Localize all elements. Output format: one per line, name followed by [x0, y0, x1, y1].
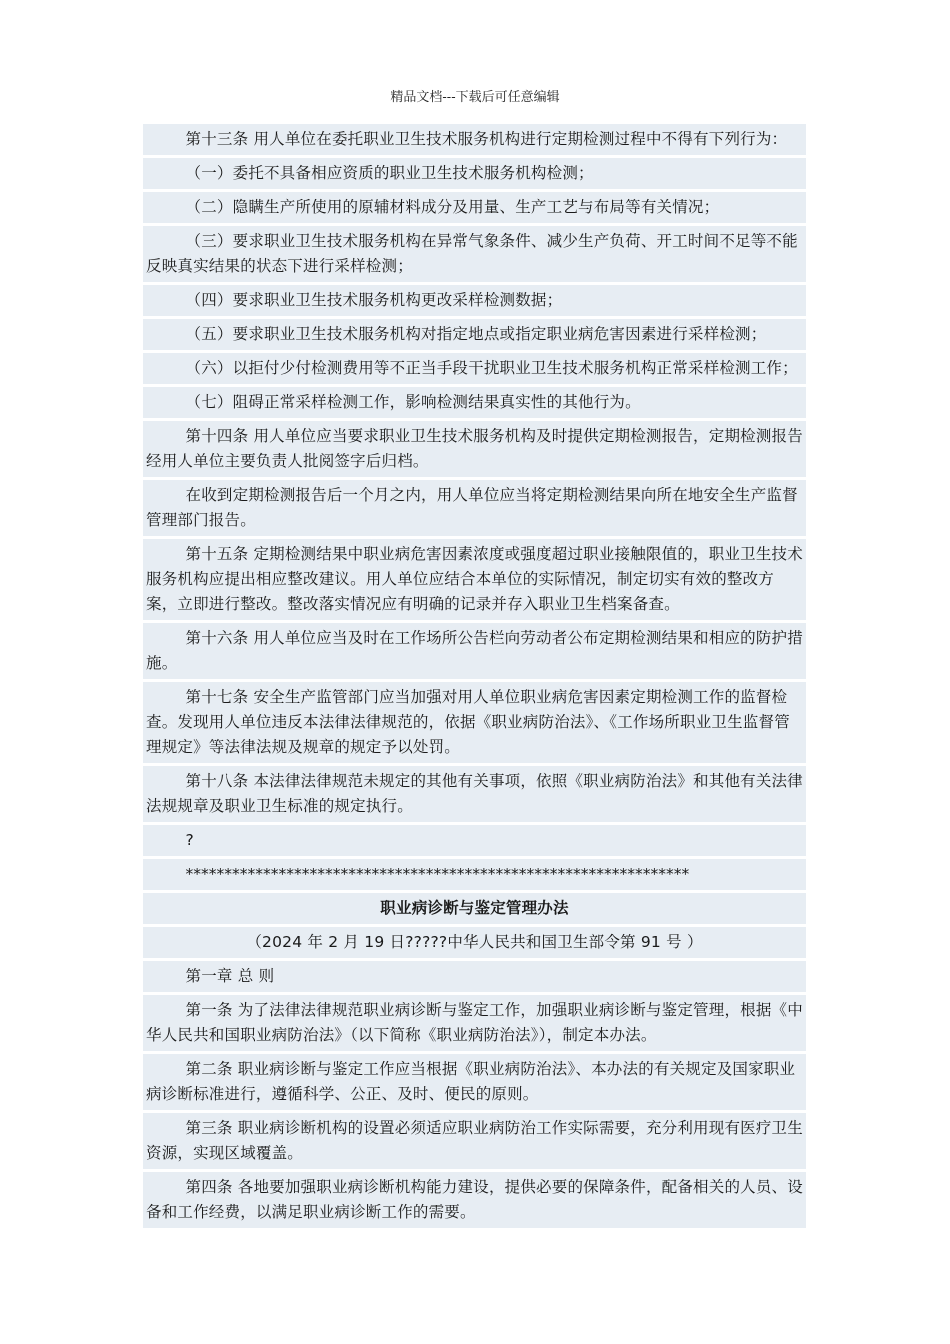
article-3: 第三条 职业病诊断机构的设置必须适应职业病防治工作实际需要，充分利用现有医疗卫生资源，实现区域覆盖。 [143, 1113, 806, 1169]
article-2: 第二条 职业病诊断与鉴定工作应当根据《职业病防治法》、本办法的有关规定及国家职业病诊断标准进行，遵循科学、公正、及时、便民的原则。 [143, 1054, 806, 1110]
article-18: 第十八条 本法律法律规范未规定的其他有关事项，依照《职业病防治法》和其他有关法律法规规章及职业卫生标准的规定执行。 [143, 766, 806, 822]
regulation-title: 职业病诊断与鉴定管理办法 [143, 893, 806, 924]
article-14-para-2: 在收到定期检测报告后一个月之内，用人单位应当将定期检测结果向所在地安全生产监督管理部门报告。 [143, 480, 806, 536]
article-17: 第十七条 安全生产监管部门应当加强对用人单位职业病危害因素定期检测工作的监督检查。发现用人单位违反本法律法律规范的，依据《职业病防治法》、《工作场所职业卫生监督管理规定》等法律法规及规章的规定予以处罚。 [143, 682, 806, 763]
article-15: 第十五条 定期检测结果中职业病危害因素浓度或强度超过职业接触限值的，职业卫生技术服务机构应提出相应整改建议。用人单位应结合本单位的实际情况，制定切实有效的整改方案，立即进行整改。整改落实情况应有明确的记录并存入职业卫生档案备查。 [143, 539, 806, 620]
article-16: 第十六条 用人单位应当及时在工作场所公告栏向劳动者公布定期检测结果和相应的防护措施。 [143, 623, 806, 679]
article-13-item-7: （七）阻碍正常采样检测工作，影响检测结果真实性的其他行为。 [143, 387, 806, 418]
article-13-item-1: （一）委托不具备相应资质的职业卫生技术服务机构检测； [143, 158, 806, 189]
document-body [143, 124, 806, 1231]
separator-line: ***************************************************************** [143, 859, 806, 890]
regulation-subtitle: （2024 年 2 月 19 日?????中华人民共和国卫生部令第 91 号 ） [143, 927, 806, 958]
article-13-item-6: （六）以拒付少付检测费用等不正当手段干扰职业卫生技术服务机构正常采样检测工作； [143, 353, 806, 384]
article-4: 第四条 各地要加强职业病诊断机构能力建设，提供必要的保障条件，配备相关的人员、设备和工作经费，以满足职业病诊断工作的需要。 [143, 1172, 806, 1228]
page-header: 精品文档---下载后可任意编辑 [390, 90, 560, 105]
article-13-item-5: （五）要求职业卫生技术服务机构对指定地点或指定职业病危害因素进行采样检测； [143, 319, 806, 350]
question-mark-line: ? [143, 825, 806, 856]
article-13: 第十三条 用人单位在委托职业卫生技术服务机构进行定期检测过程中不得有下列行为： [143, 124, 806, 155]
chapter-heading: 第一章 总 则 [143, 961, 806, 992]
article-13-item-3: （三）要求职业卫生技术服务机构在异常气象条件、减少生产负荷、开工时间不足等不能反映真实结果的状态下进行采样检测； [143, 226, 806, 282]
article-13-item-4: （四）要求职业卫生技术服务机构更改采样检测数据； [143, 285, 806, 316]
article-14: 第十四条 用人单位应当要求职业卫生技术服务机构及时提供定期检测报告，定期检测报告经用人单位主要负责人批阅签字后归档。 [143, 421, 806, 477]
article-13-item-2: （二）隐瞒生产所使用的原辅材料成分及用量、生产工艺与布局等有关情况； [143, 192, 806, 223]
article-1: 第一条 为了法律法律规范职业病诊断与鉴定工作，加强职业病诊断与鉴定管理，根据《中华人民共和国职业病防治法》（以下简称《职业病防治法》），制定本办法。 [143, 995, 806, 1051]
